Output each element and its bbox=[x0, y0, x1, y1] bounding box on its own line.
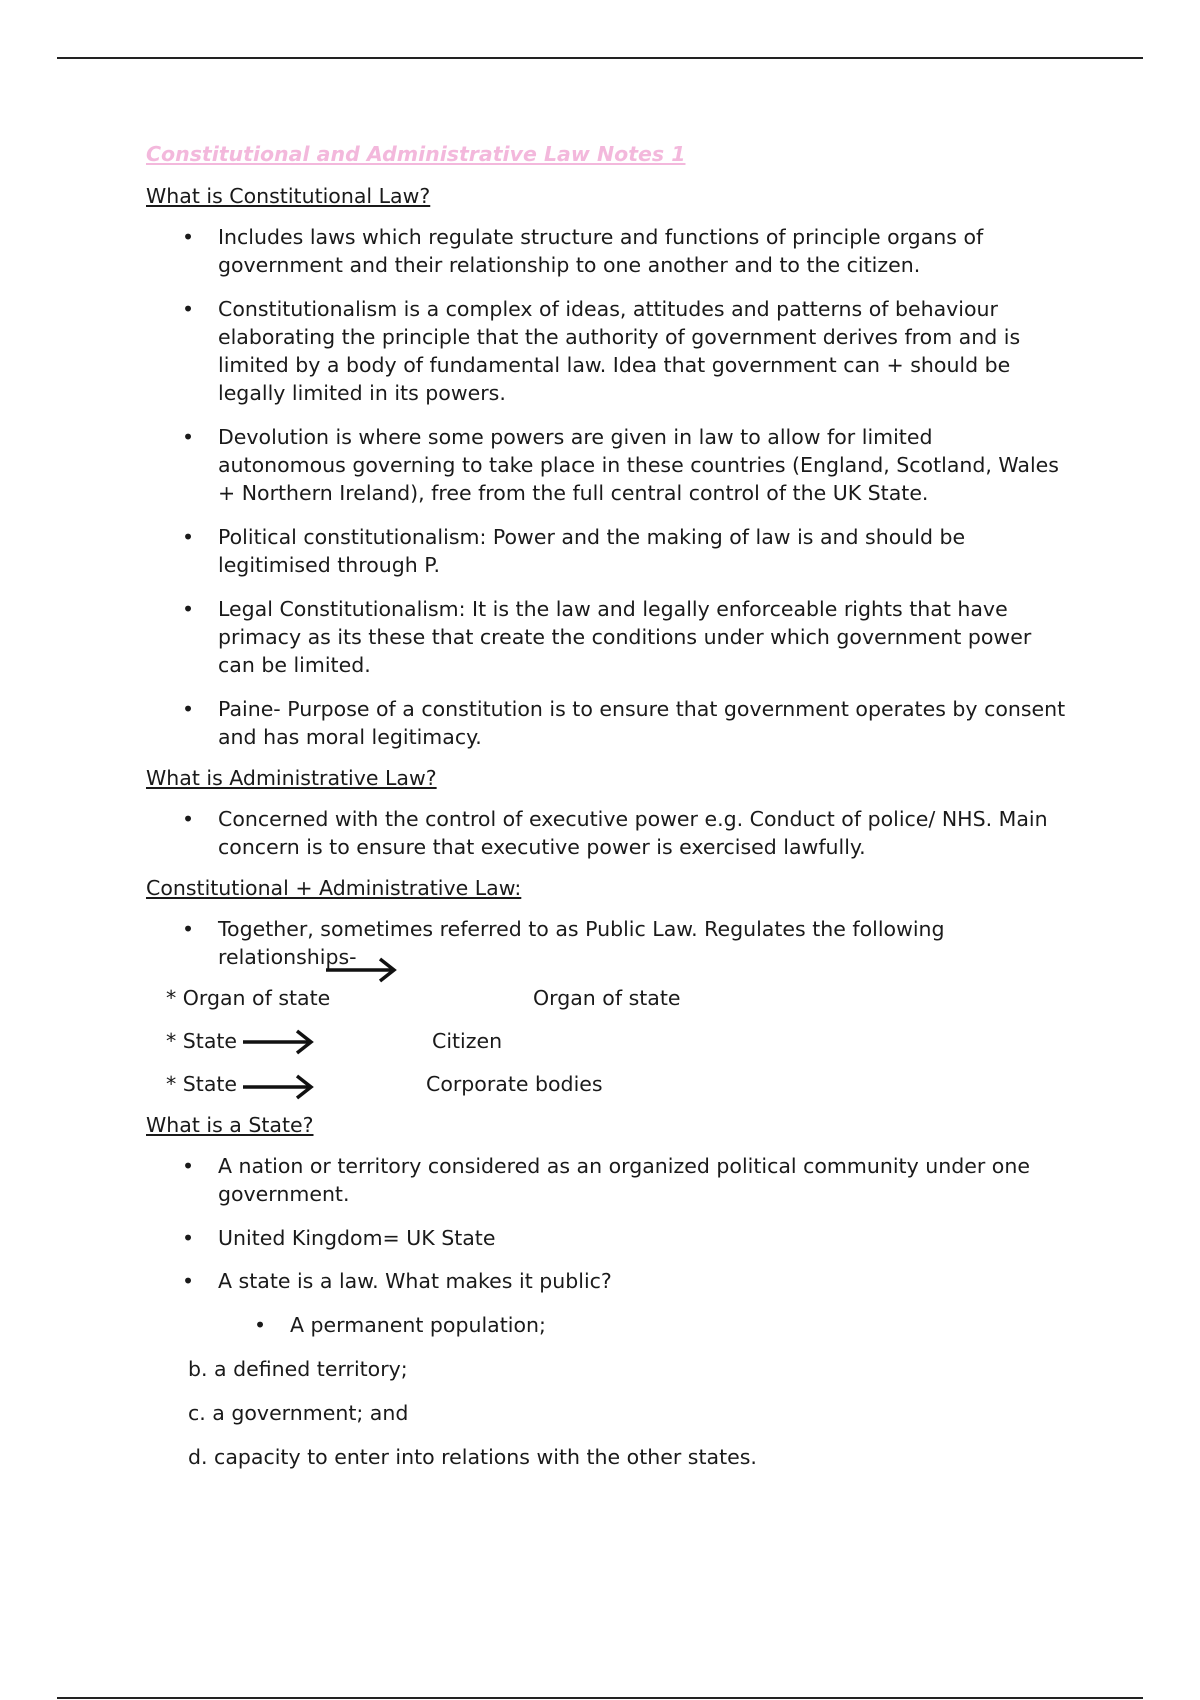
bullet-icon: • bbox=[182, 1226, 195, 1250]
sub-list-item: • A permanent population; bbox=[254, 1313, 546, 1337]
list-item: • Concerned with the control of executive power e.g. Conduct of police/ NHS. Main concern is to ensure that executive power is exercised lawfully. bbox=[182, 807, 1048, 859]
criteria-item: b. a defined territory; bbox=[188, 1357, 408, 1381]
footer-rule bbox=[57, 1697, 1143, 1699]
section-heading-state: What is a State? bbox=[146, 1113, 314, 1137]
relationship-from: * State bbox=[166, 1072, 238, 1096]
relationship-to: Organ of state bbox=[533, 986, 681, 1010]
relationship-row bbox=[146, 1070, 1066, 1098]
combined-list bbox=[146, 915, 1066, 971]
bullet-icon: • bbox=[182, 1269, 195, 1293]
relationship-to: Corporate bodies bbox=[426, 1072, 603, 1096]
list-item: • A nation or territory considered as an organized political community under one government. bbox=[182, 1154, 1030, 1206]
list-item: • Devolution is where some powers are given in law to allow for limited autonomous governing to take place in these countries (England, Scotland, Wales + Northern Ireland), free from the full central control of the UK State. bbox=[182, 425, 1059, 505]
section-heading-combined: Constitutional + Administrative Law: bbox=[146, 876, 522, 900]
bullet-icon: • bbox=[182, 697, 195, 721]
section-heading-administrative: What is Administrative Law? bbox=[146, 766, 437, 790]
bullet-icon: • bbox=[182, 297, 195, 321]
administrative-list bbox=[146, 805, 1066, 861]
bullet-icon: • bbox=[182, 807, 195, 831]
criteria-item: c. a government; and bbox=[188, 1401, 409, 1425]
arrow-right-icon bbox=[241, 1073, 315, 1101]
section-heading-constitutional: What is Constitutional Law? bbox=[146, 184, 431, 208]
header-rule bbox=[57, 57, 1143, 59]
arrow-right-icon bbox=[241, 1028, 315, 1056]
relationship-row bbox=[146, 1027, 1066, 1055]
state-list bbox=[146, 1152, 1066, 1295]
relationship-from: * Organ of state bbox=[166, 986, 331, 1010]
bullet-icon: • bbox=[182, 525, 195, 549]
bullet-icon: • bbox=[182, 1154, 195, 1178]
bullet-icon: • bbox=[182, 425, 195, 449]
bullet-icon: • bbox=[254, 1313, 267, 1337]
relationship-from: * State bbox=[166, 1029, 238, 1053]
list-item: • United Kingdom= UK State bbox=[182, 1226, 496, 1250]
criteria-item: d. capacity to enter into relations with the other states. bbox=[188, 1445, 757, 1469]
bullet-icon: • bbox=[182, 597, 195, 621]
bullet-icon: • bbox=[182, 225, 195, 249]
list-item: • Legal Constitutionalism: It is the law and legally enforceable rights that have primacy as its these that create the conditions under which government power can be limited. bbox=[182, 597, 1032, 677]
list-item: • Political constitutionalism: Power and the making of law is and should be legitimised through P. bbox=[182, 525, 966, 577]
relationship-to: Citizen bbox=[432, 1029, 503, 1053]
list-item: • Together, sometimes referred to as Public Law. Regulates the following relationships- bbox=[182, 917, 945, 969]
bullet-icon: • bbox=[182, 917, 195, 941]
document-title: Constitutional and Administrative Law Notes 1 bbox=[146, 142, 686, 166]
constitutional-list bbox=[146, 223, 1066, 751]
list-item: • A state is a law. What makes it public? bbox=[182, 1269, 612, 1293]
list-item: • Constitutionalism is a complex of ideas, attitudes and patterns of behaviour elaborating the principle that the authority of government derives from and is limited by a body of fundamental law. Idea that government can + should be legally limited in its powers. bbox=[182, 297, 1021, 405]
relationship-row bbox=[146, 984, 1066, 1012]
list-item: • Includes laws which regulate structure and functions of principle organs of government and their relationship to one another and to the citizen. bbox=[182, 225, 984, 277]
list-item: • Paine- Purpose of a constitution is to ensure that government operates by consent and has moral legitimacy. bbox=[182, 697, 1066, 749]
arrow-right-icon bbox=[324, 956, 398, 984]
document-body bbox=[146, 140, 1066, 1487]
